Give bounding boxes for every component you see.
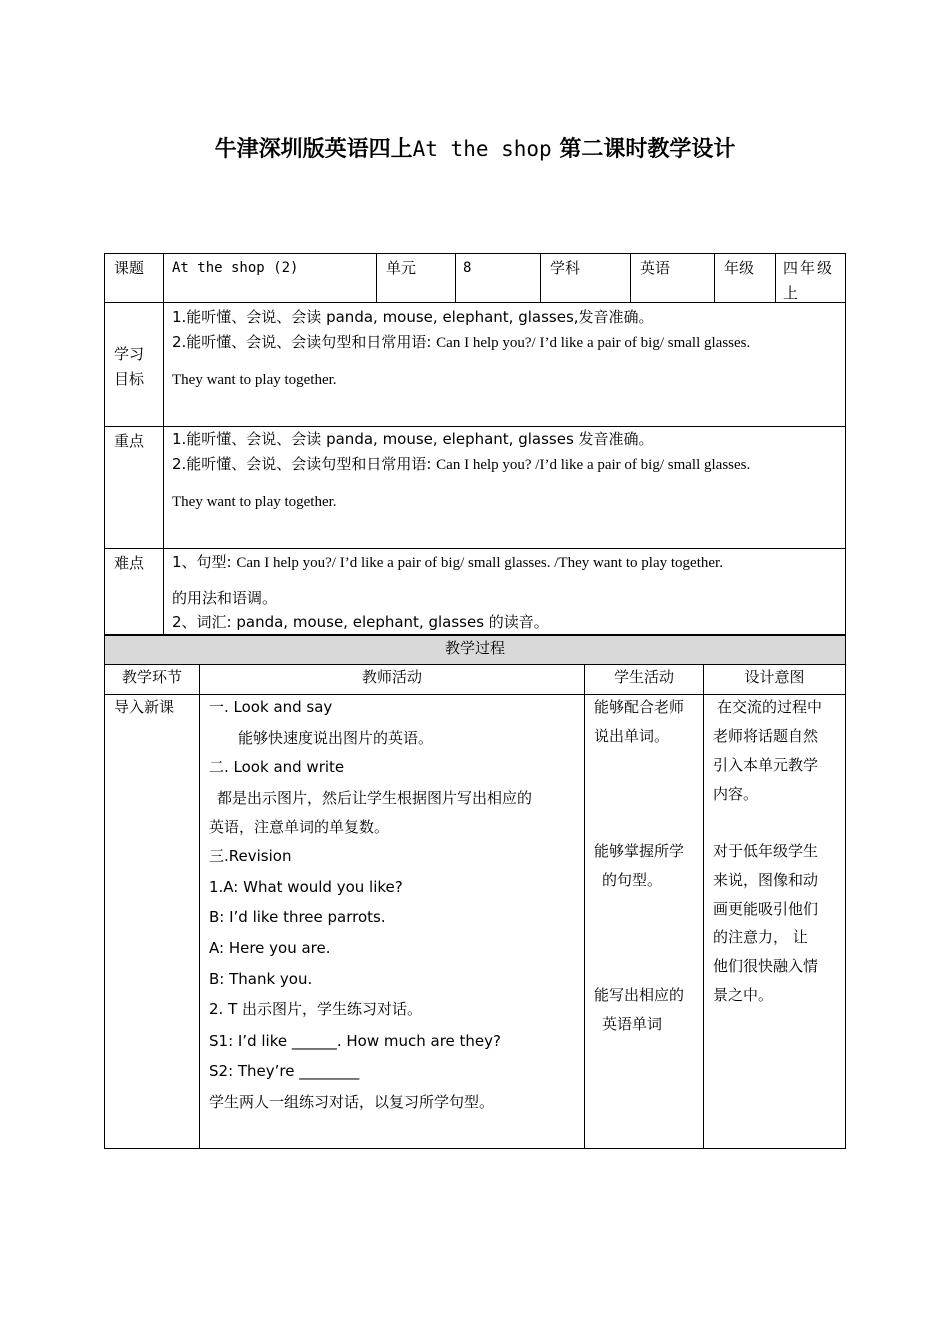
goals-line-2-en: Can I help you?/ I’d like a pair of big/ small glasses. [436,335,751,351]
goals-line-1 [172,307,654,327]
table-border-top [104,253,846,254]
grade-label: 年级 [724,259,755,277]
grade-value-line2: 上 [783,284,799,302]
student-line: 说出单词。 [594,727,670,745]
teacher-line: S1: I’d like ______. How much are they? [209,1032,502,1050]
intent-line: 引入本单元教学 [713,756,819,774]
teacher-line: B: I’d like three parrots. [209,908,386,926]
col-divider [455,253,456,303]
key-line-3: They want to play together. [172,494,337,510]
teacher-line: 能够快速度说出图片的英语。 [238,729,434,747]
col-divider [714,253,715,303]
subject-value: 英语 [640,259,671,277]
teacher-line: 三.Revision [209,847,292,865]
grade-value: 四年级 [783,259,835,277]
teacher-line: 2. T 出示图片，学生练习对话。 [209,1000,423,1018]
student-line: 能够掌握所学 [594,842,685,860]
process-col-stage: 教学环节 [121,668,182,686]
student-line: 能写出相应的 [594,986,685,1004]
teacher-line: A: Here you are. [209,939,331,957]
difficulty-line-2: 的用法和语调。 [172,589,278,607]
key-line-2 [172,454,750,475]
goals-line-1-cn: 1.能听懂、会说、会读 [172,308,322,326]
teacher-line: 都是出示图片，然后让学生根据图片写出相应的 [217,789,533,807]
process-col-student: 学生活动 [613,668,674,686]
document-title [0,132,950,163]
intent-line: 在交流的过程中 [717,698,823,716]
student-line: 能够配合老师 [594,698,685,716]
intent-line: 对于低年级学生 [713,842,819,860]
stage-name: 导入新课 [114,698,175,716]
subject-label: 学科 [550,259,581,277]
student-line: 英语单词 [602,1015,663,1033]
row-divider [104,426,846,427]
col-divider [775,253,776,303]
row-divider [104,302,846,303]
teacher-line: 学生两人一组练习对话，以复习所学句型。 [209,1093,495,1111]
table-border-bottom [104,1148,846,1149]
teacher-line: B: Thank you. [209,970,313,988]
col-divider [376,253,377,303]
row-divider [104,664,846,665]
process-col-teacher: 教师活动 [361,668,422,686]
col-divider [703,664,704,1149]
table-border-left [104,253,105,1149]
intent-line: 的注意力， 让 [713,928,808,946]
intent-line: 老师将话题自然 [713,727,819,745]
unit-label: 单元 [386,259,417,277]
key-line-2-cn: 2.能听懂、会说、会读句型和日常用语: [172,455,432,473]
difficulty-line-3: 2、词汇: panda, mouse, elephant, glasses 的读音。 [172,613,549,631]
key-line-1 [172,429,654,449]
intent-line: 来说，图像和动 [713,871,819,889]
intent-line: 内容。 [713,785,759,803]
table-border-right [845,253,846,1149]
col-divider [540,253,541,303]
intent-line: 景之中。 [713,986,774,1004]
row-divider [104,548,846,549]
intent-line: 画更能吸引他们 [713,900,819,918]
difficulty-line-1 [172,552,723,573]
title-cn-part1: 牛津深圳版英语四上 [214,137,413,162]
goals-label-line2: 目标 [114,370,145,388]
topic-label: 课题 [114,259,145,277]
goals-line-2-cn: 2.能听懂、会说、会读句型和日常用语: [172,333,432,351]
teacher-line: 一. Look and say [209,698,333,716]
key-line-1-cn: 1.能听懂、会说、会读 [172,430,322,448]
col-divider [163,253,164,635]
key-label: 重点 [114,432,145,450]
teacher-line: 英语，注意单词的单复数。 [209,818,390,836]
goals-line-2 [172,332,750,353]
student-line: 的句型。 [602,871,663,889]
col-divider [584,664,585,1149]
title-cn-part2: 第二课时教学设计 [559,137,736,162]
row-divider [104,694,846,695]
title-en-part: At the shop [412,137,552,161]
topic-value: At the shop (2) [172,260,299,276]
col-divider [630,253,631,303]
goals-label-line1: 学习 [114,345,145,363]
key-line-2-en: Can I help you? /I’d like a pair of big/ small glasses. [436,457,751,473]
difficulty-label: 难点 [114,554,145,572]
unit-value: 8 [463,260,472,276]
difficulty-line-1-cn: 1、句型: [172,553,232,571]
teacher-line: 二. Look and write [209,758,345,776]
process-col-intent: 设计意图 [744,668,805,686]
goals-line-3: They want to play together. [172,372,337,388]
difficulty-line-1-en: Can I help you?/ I’d like a pair of big/ small glasses. /They want to play together. [236,555,723,571]
teacher-line: 1.A: What would you like? [209,878,403,896]
teacher-line: S2: They’re ________ [209,1062,360,1080]
process-header: 教学过程 [444,639,505,657]
intent-line: 他们很快融入情 [713,957,819,975]
goals-line-1-en: panda, mouse, elephant, glasses,发音准确。 [326,308,654,326]
key-line-1-en: panda, mouse, elephant, glasses 发音准确。 [326,430,654,448]
col-divider [199,664,200,1149]
